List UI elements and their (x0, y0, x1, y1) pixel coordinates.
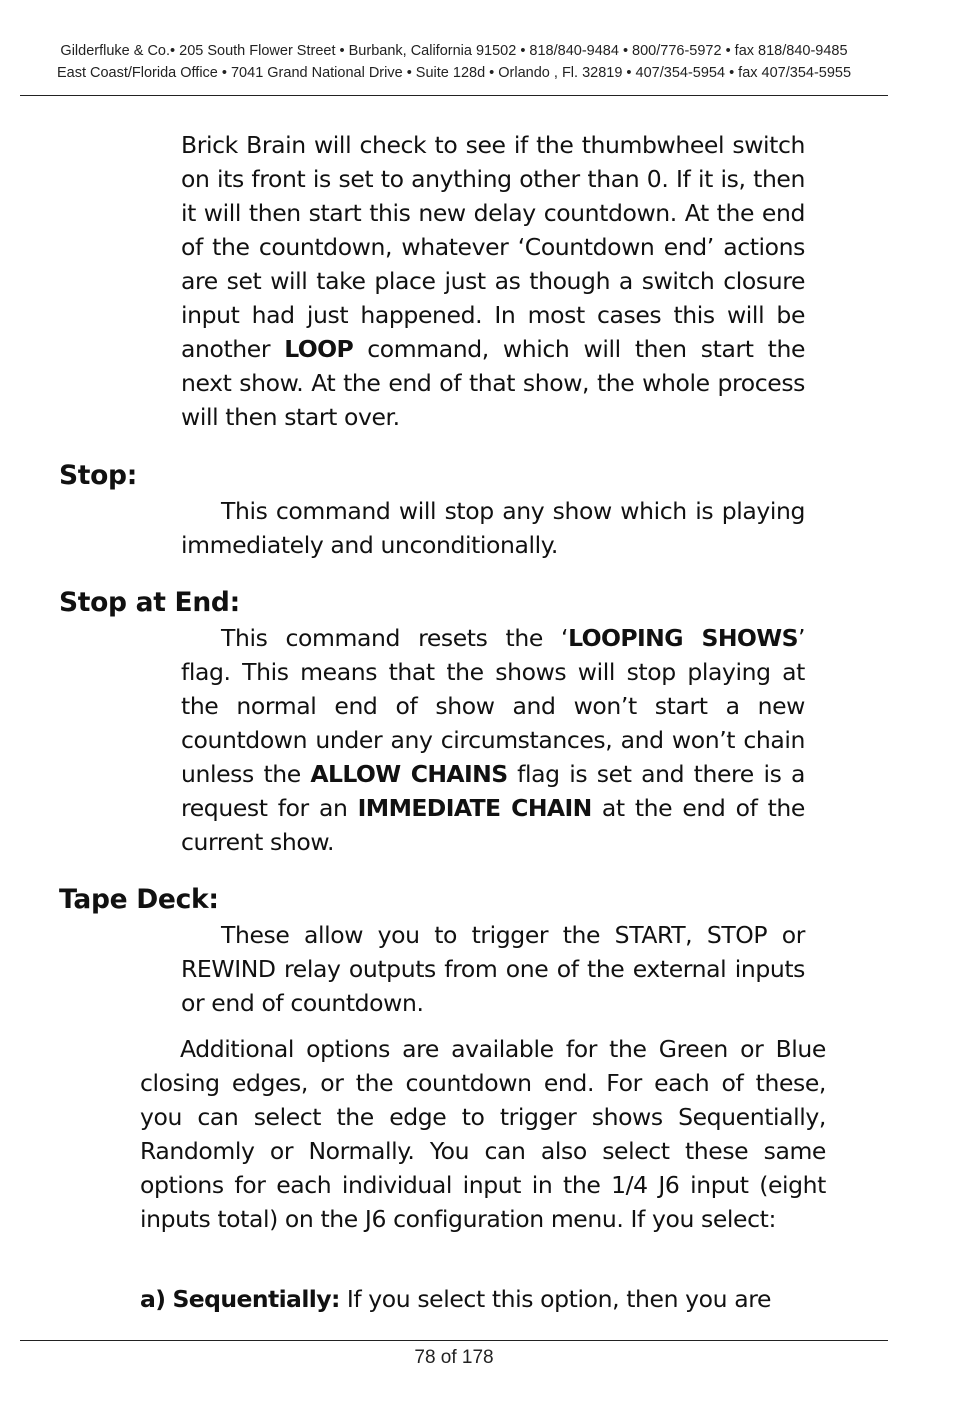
heading-stop-at-end: Stop at End: (59, 587, 240, 618)
header-address-line-2: East Coast/Florida Office • 7041 Grand National Drive • Suite 128d • Orlando , Fl. 32819 • 407/354-5954 • fax 407/354-5955 (56, 65, 852, 81)
stop-at-end-text-2: ’ flag. This means that the shows will stop playing at the normal end of show and won’t start a new countdown under any circumstances, and won’t chain unless the (181, 624, 806, 788)
intro-text-2: command, which will then start the next show. At the end of that show, the whole process will then start over. (181, 335, 806, 431)
stop-at-end-text-4: at the end of the current show. (181, 794, 805, 856)
heading-stop: Stop: (59, 460, 138, 491)
keyword-sequentially: Sequentially: (172, 1285, 340, 1313)
header-divider (20, 95, 888, 96)
tape-deck-text: These allow you to trigger the START, STOP or REWIND relay outputs from one of the external inputs or end of countdown. (181, 921, 805, 1017)
stop-text: This command will stop any show which is playing immediately and unconditionally. (181, 497, 805, 559)
tape-deck-paragraph (181, 918, 805, 1020)
additional-paragraph (140, 1032, 826, 1236)
keyword-immediate-chain: IMMEDIATE CHAIN (357, 794, 592, 822)
stop-at-end-paragraph (181, 621, 805, 859)
keyword-loop: LOOP (284, 335, 354, 363)
page-header (20, 40, 888, 84)
intro-text-1: Brick Brain will check to see if the thumbwheel switch on its front is set to anything other than 0. If it is, then it will then start this new delay countdown. At the end of the countdown, whatever ‘Countdown end’ actions are set will take place just as though a switch closure input had just happened. In most cases this will be another (181, 131, 805, 363)
stop-paragraph (181, 494, 805, 562)
heading-tape-deck: Tape Deck: (59, 884, 219, 915)
header-address-line-1: Gilderfluke & Co.• 205 South Flower Street • Burbank, California 91502 • 818/840-9484 • 800/776-5972 • fax 818/840-9485 (60, 43, 848, 59)
intro-paragraph (181, 128, 805, 434)
keyword-looping-shows: LOOPING SHOWS (568, 624, 798, 652)
footer-divider (20, 1340, 888, 1341)
stop-at-end-text-1: This command resets the ‘ (221, 624, 569, 652)
additional-text: Additional options are available for the Green or Blue closing edges, or the countdown end. For each of these, you can select the edge to trigger shows Sequentially, Randomly or Normally. You can also select these same options for each individual input in the 1/4 J6 input (eight inputs total) on the J6 configuration menu. If you select: (140, 1035, 826, 1233)
list-item-a-text: If you select this option, then you are (339, 1285, 772, 1313)
stop-at-end-text-3: flag is set and there is a request for an (181, 760, 805, 822)
list-item-a-label: a) (140, 1285, 166, 1313)
page-number: 78 of 178 (414, 1347, 494, 1368)
keyword-allow-chains: ALLOW CHAINS (310, 760, 508, 788)
list-item-a (140, 1282, 826, 1316)
